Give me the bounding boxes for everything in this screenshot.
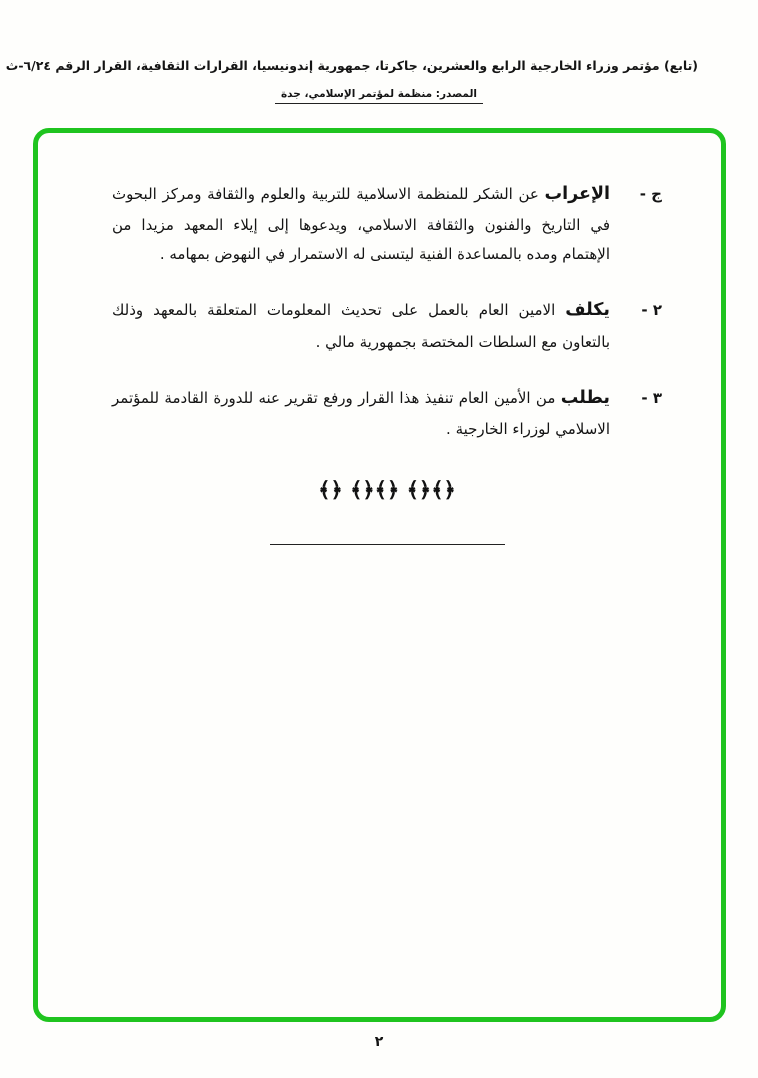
item-text: الامين العام بالعمل على تحديث المعلومات المتعلقة بالمعهد وذلك بالتعاون مع السلطات المختصة بجمهورية مالي . bbox=[112, 301, 610, 351]
item-lead-word: يطلب bbox=[560, 388, 610, 408]
page-number: ٢ bbox=[374, 1034, 384, 1050]
horizontal-rule bbox=[270, 544, 505, 545]
item-lead-word: يكلف bbox=[565, 300, 610, 321]
item-paragraph bbox=[112, 382, 610, 444]
resolution-item bbox=[112, 294, 662, 356]
source-text: المصدر: منظمة لمؤتمر الإسلامي، جدة bbox=[275, 88, 483, 104]
item-text: من الأمين العام تنفيذ هذا القرار ورفع تقرير عنه للدورة القادمة للمؤتمر الاسلامي لوزراء الخارجية . bbox=[112, 389, 610, 439]
source-line bbox=[0, 88, 758, 104]
resolution-item bbox=[112, 178, 662, 268]
item-marker: ج - bbox=[639, 185, 662, 203]
item-text: عن الشكر للمنظمة الاسلامية للتربية والعلوم والثقافة ومركز البحوث في التاريخ والفنون والثقافة الاسلامي، ويدعوها إلى إيلاء المعهد مزيدا من الإهتمام ومده بالمساعدة الفنية ليتسنى له الاستمرار في النهوض بمهامه . bbox=[112, 185, 610, 263]
resolution-item bbox=[112, 382, 662, 444]
ornament-divider: ﴿﴾﴿﴾ ﴿﴾﴿﴾ ﴿﴾ bbox=[318, 477, 456, 502]
item-marker: ٣ - bbox=[641, 389, 662, 407]
document-header-title: (تابع) مؤتمر وزراء الخارجية الرابع والعشرين، جاكرتا، جمهورية إندونيسيا، القرارات الثقافية، القرار الرقم ٦/٢٤-ث bbox=[5, 58, 698, 73]
resolution-body bbox=[112, 178, 662, 545]
item-paragraph bbox=[112, 178, 610, 268]
item-marker: ٢ - bbox=[641, 301, 662, 320]
item-paragraph bbox=[112, 294, 610, 356]
item-lead-word: الإعراب bbox=[544, 184, 610, 204]
